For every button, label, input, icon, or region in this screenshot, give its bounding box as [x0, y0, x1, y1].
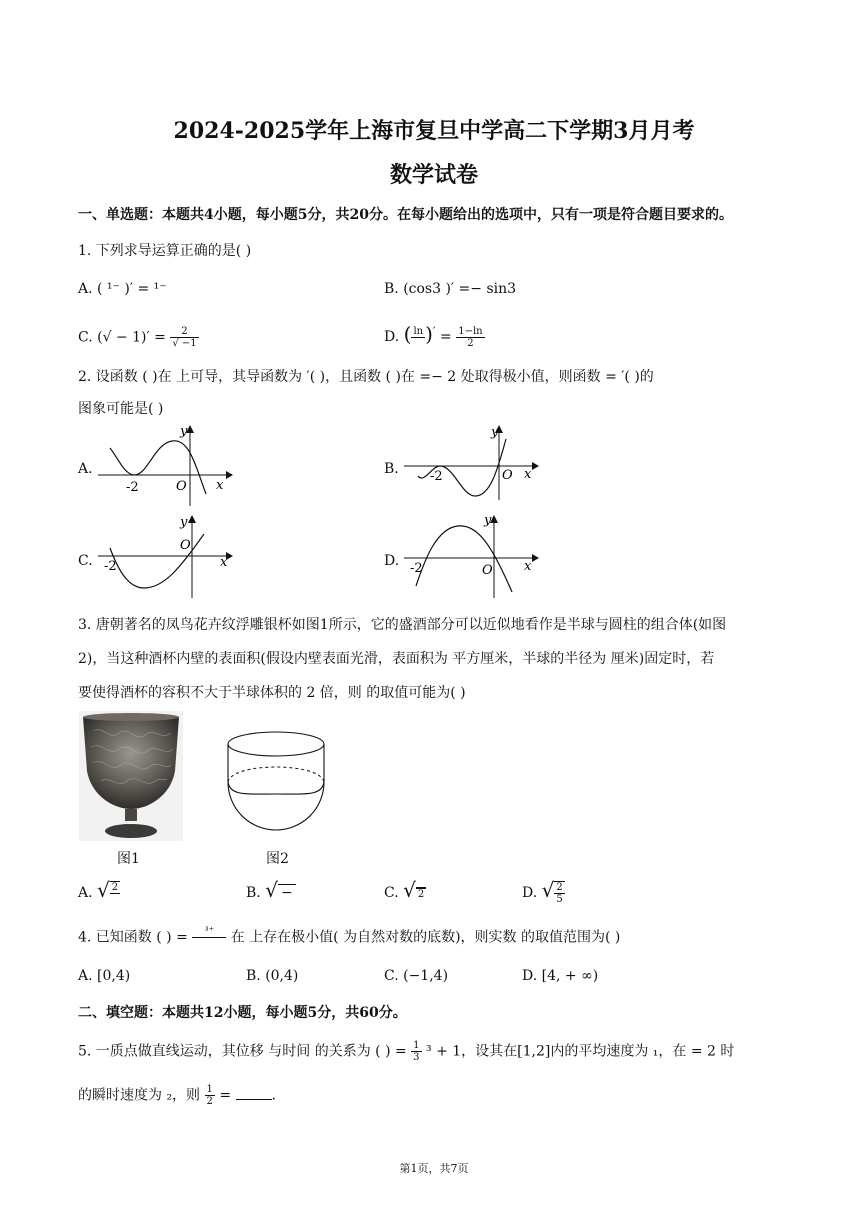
q3-line3: 要使得酒杯的容积不大于半球体积的 2 倍，则 的取值可能为( ): [78, 685, 466, 701]
q1-option-c-label: C.: [78, 329, 93, 346]
q4-stem-pre: 4. 已知函数 ( ) =: [78, 929, 188, 946]
q4-fraction: [192, 926, 226, 949]
q2-graph-c: [96, 512, 236, 600]
q3-option-b: B. √ −: [246, 878, 296, 902]
q3-a-radicand: [110, 881, 120, 905]
goblet-photo: [79, 711, 183, 841]
q4-option-b: B. (0,4): [246, 968, 299, 984]
q5-ratio: [205, 1084, 215, 1107]
q2-graph-a: [96, 422, 236, 508]
q5-line1: [78, 1040, 734, 1063]
q4-option-c: C. (−1,4): [384, 968, 449, 984]
q5-frac-den: 3: [413, 1052, 420, 1063]
q1-d-den: 2: [467, 337, 474, 349]
q5-ratio-num: 1: [206, 1084, 213, 1095]
q1-option-c-expr: (√ − 1)′ =: [97, 329, 166, 346]
q3-c-den: 2: [417, 888, 425, 900]
q5-line2-eq: =: [219, 1087, 232, 1104]
q2-b-origin: O: [502, 468, 513, 483]
q1-option-c: [78, 326, 199, 349]
q5-line2: [78, 1084, 276, 1107]
q3-option-a: A. √ 2: [78, 878, 120, 905]
q5-frac-num: 1: [413, 1040, 420, 1051]
q2-a-y-label: y: [180, 424, 188, 439]
q3-option-c-label: C.: [384, 885, 399, 901]
q1-c-num: 2: [170, 326, 198, 338]
q1-d-inner-num: ln: [413, 325, 424, 337]
q4-frac-num: ³⁺: [192, 926, 226, 938]
q2-option-a-label: A.: [78, 461, 93, 477]
q2-b-y-label: y: [491, 425, 499, 440]
q5-line2-pre: 的瞬时速度为 ₂，则: [78, 1087, 201, 1104]
q2-graph-d: [402, 512, 542, 600]
q4-stem-post: 在 上存在极小值( 为自然对数的底数)，则实数 的取值范围为( ): [230, 929, 621, 946]
q4-option-a: A. [0,4): [78, 968, 131, 984]
q2-d-origin: O: [482, 563, 493, 578]
q2-d-y-label: y: [484, 513, 492, 528]
cup-diagram: [224, 728, 330, 834]
q5-ratio-den: 2: [206, 1096, 213, 1107]
q2-c-origin: O: [180, 538, 191, 553]
q2-stem-line2: 图象可能是( ): [78, 401, 164, 417]
q2-graph-b: [402, 422, 542, 502]
q2-a-x-label: x: [216, 478, 224, 493]
q2-c-x-label: x: [220, 555, 228, 570]
q1-c-den: √ −1: [172, 338, 197, 349]
exam-subtitle: 数学试卷: [389, 162, 478, 188]
q3-c-radicand: [416, 887, 426, 900]
q1-option-d-label: D.: [384, 329, 400, 345]
figure1-caption: 图1: [117, 851, 140, 867]
q3-option-c: C. √ 2: [384, 878, 425, 902]
q1-option-b: B. (cos3 )′ =− sin3: [384, 281, 517, 297]
q3-b-radicand: −: [278, 884, 296, 901]
q5-answer-blank[interactable]: [236, 1099, 272, 1100]
exam-title: 2024-2025学年上海市复旦中学高二下学期3月月考: [173, 118, 695, 144]
q3-line2: 2)，当这种酒杯内壁的表面积(假设内壁表面光滑，表面积为 平方厘米，半球的半径为 厘米)固定时，若: [78, 651, 715, 667]
q2-c-tick: -2: [104, 559, 117, 574]
section2-header: 二、填空题：本题共12小题，每小题5分，共60分。: [78, 1005, 407, 1021]
q1-d-fraction: [456, 326, 484, 349]
q1-option-d: D. ( ln )′ = $\frac{1-\ln}{2}$: [384, 322, 483, 349]
q2-option-c-label: C.: [78, 553, 93, 569]
q1-stem: 1. 下列求导运算正确的是( ): [78, 243, 252, 259]
q2-c-y-label: y: [180, 515, 188, 530]
q3-a-num: 2: [111, 882, 119, 893]
q5-line2-end: .: [271, 1087, 276, 1104]
section1-header: 一、单选题：本题共4小题，每小题5分，共20分。在每小题给出的选项中，只有一项是符合题目要求的。: [78, 207, 733, 223]
q5-line1-post: ³ + 1，设其在[1,2]内的平均速度为 ₁，在 = 2 时: [426, 1043, 735, 1060]
q1-d-num: 1−ln: [458, 325, 483, 337]
q2-a-origin: O: [176, 479, 187, 494]
q3-line1: 3. 唐朝著名的凤鸟花卉纹浮雕银杯如图1所示，它的盛酒部分可以近似地看作是半球与圆柱的组合体(如图: [78, 617, 727, 633]
q3-option-d-label: D.: [522, 885, 538, 901]
q2-stem-line1: 2. 设函数 ( )在 上可导，其导函数为 ′( )，且函数 ( )在 =− 2 处取得极小值，则函数 = ′( )的: [78, 369, 654, 385]
q1-option-c-fraction: [170, 326, 198, 349]
q3-d-num: 2: [556, 882, 563, 893]
q3-d-den: 5: [556, 894, 563, 905]
figure2-caption: 图2: [266, 851, 289, 867]
q1-d-inner-fraction: [411, 326, 425, 349]
q5-line1-pre: 5. 一质点做直线运动，其位移 与时间 的关系为 ( ) =: [78, 1043, 407, 1060]
q3-option-b-label: B.: [246, 885, 261, 901]
q2-d-x-label: x: [524, 559, 532, 574]
q3-d-radicand: [554, 881, 564, 905]
q3-option-d: D. √ $\frac{2}{5}$: [522, 878, 563, 905]
q4-stem: [78, 926, 620, 949]
q3-option-a-label: A.: [78, 885, 93, 901]
q2-b-tick: -2: [430, 469, 443, 484]
q2-option-b-label: B.: [384, 461, 399, 477]
q1-option-a: A. ( ¹⁻ )′ = ¹⁻: [78, 281, 167, 297]
q4-option-d: D. [4, + ∞): [522, 968, 599, 984]
q2-a-tick: -2: [126, 480, 139, 495]
page-footer: 第1页，共7页: [399, 1162, 469, 1175]
q2-option-d-label: D.: [384, 553, 400, 569]
q2-b-x-label: x: [524, 467, 532, 482]
q2-d-tick: -2: [410, 561, 423, 576]
q5-fraction: [411, 1040, 421, 1063]
